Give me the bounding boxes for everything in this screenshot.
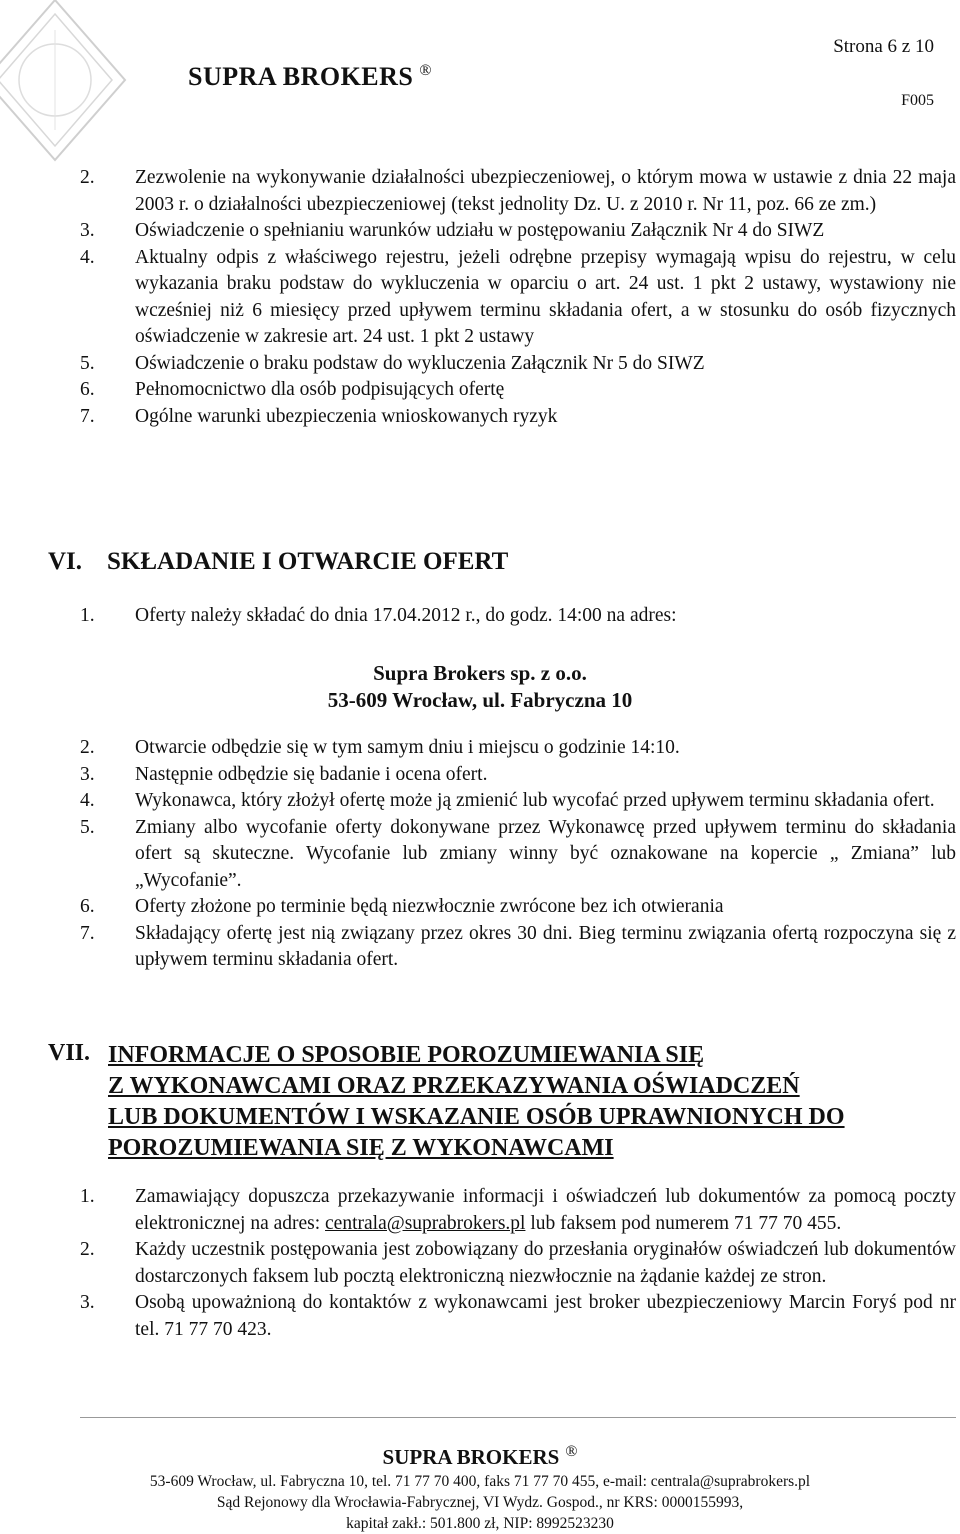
section-6-roman: VI.	[48, 548, 83, 575]
section-6-list	[80, 735, 956, 974]
section-6-heading	[48, 548, 509, 576]
footer-brand: SUPRA BROKERS ®	[382, 1443, 578, 1469]
list-item: 7. Ogólne warunki ubezpieczenia wnioskowanych ryzyk	[80, 405, 558, 427]
section-6-item-1	[80, 603, 956, 630]
required-documents-list	[80, 165, 956, 430]
footer	[0, 1438, 960, 1534]
list-item: 4. Aktualny odpis z właściwego rejestru, jeżeli odrębne przepisy wymagają wpisu do rejestru, w celu wykazania braku podstaw do wykluczenia w oparciu o art. 24 ust. 1 pkt 2 ustawy, wystawiony nie wcześniej niż 6 miesięcy przed upływem terminu składania ofert, a w stosunku do osób fizycznych oświadczenie w zakresie art. 24 ust. 1 pkt 2 ustawy	[80, 246, 956, 347]
list-item: 2. Otwarcie odbędzie się w tym samym dniu i miejscu o godzinie 14:10.	[80, 737, 680, 758]
section-6-title: SKŁADANIE I OTWARCIE OFERT	[107, 548, 509, 575]
supra-brokers-logo	[0, 0, 170, 190]
address-block	[0, 660, 960, 714]
footer-divider	[80, 1417, 956, 1418]
list-item: 5. Zmiany albo wycofanie oferty dokonywane przez Wykonawcę przed upływem terminu do składania ofert są skuteczne. Wycofanie lub zmiany winny być oznakowane na kopercie „ Zmiana” lub „Wycofanie”.	[80, 816, 956, 891]
page-number: Strona 6 z 10	[833, 36, 934, 57]
list-item: 3. Osobą upoważnioną do kontaktów z wykonawcami jest broker ubezpieczeniowy Marcin Foryś pod nr tel. 71 77 70 423.	[80, 1292, 956, 1340]
form-code: F005	[901, 92, 934, 109]
section-7-roman: VII.	[48, 1040, 91, 1066]
footer-court: Sąd Rejonowy dla Wrocławia-Fabrycznej, VI Wydz. Gospod., nr KRS: 0000155993,	[216, 1494, 744, 1511]
list-item: 3. Następnie odbędzie się badanie i ocena ofert.	[80, 763, 488, 785]
list-item: 6. Oferty złożone po terminie będą niezwłocznie zwrócone bez ich otwierania	[80, 896, 724, 917]
list-item: 4. Wykonawca, który złożył ofertę może ją zmienić lub wycofać przed upływem terminu składania ofert.	[80, 790, 935, 811]
section-7-list	[80, 1184, 956, 1343]
section-7-title: INFORMACJE O SPOSOBIE POROZUMIEWANIA SIĘ Z WYKONAWCAMI ORAZ PRZEKAZYWANIA OŚWIADCZEŃ LUB DOKUMENTÓW I WSKAZANIE OSÓB UPRAWNIONYCH DO POROZUMIEWANIA SIĘ Z WYKONAWCAMI	[108, 1042, 845, 1161]
list-item: 2. Każdy uczestnik postępowania jest zobowiązany do przesłania oryginałów oświadczeń lub dokumentów dostarczonych faksem lub pocztą elektroniczną niezwłocznie na żądanie każdej ze stron.	[80, 1239, 956, 1287]
registered-mark: ®	[419, 62, 433, 80]
list-item: 1. Zamawiający dopuszcza przekazywanie informacji i oświadczeń lub dokumentów za pomocą poczty elektronicznej na adres: centrala@suprabrokers.pl lub faksem pod numerem 71 77 70 455.	[80, 1186, 956, 1234]
list-item: 1. Oferty należy składać do dnia 17.04.2012 r., do godz. 14:00 na adres:	[80, 605, 677, 626]
address-street: 53-609 Wrocław, ul. Fabryczna 10	[327, 688, 633, 712]
list-item: 7. Składający ofertę jest nią związany przez okres 30 dni. Bieg terminu związania ofertą rozpoczyna się z upływem terminu składania ofert.	[80, 922, 956, 970]
list-item: 3. Oświadczenie o spełnianiu warunków udziału w postępowaniu Załącznik Nr 4 do SIWZ	[80, 220, 825, 241]
list-item: 2. Zezwolenie na wykonywanie działalności ubezpieczeniowej, o którym mowa w ustawie z dnia 22 maja 2003 r. o działalności ubezpieczeniowej (tekst jednolity Dz. U. z 2010 r. Nr 11, poz. 66 ze zm.)	[80, 167, 956, 215]
address-company: Supra Brokers sp. z o.o.	[373, 661, 587, 685]
list-item: 5. Oświadczenie o braku podstaw do wykluczenia Załącznik Nr 5 do SIWZ	[80, 352, 705, 374]
header-brand: SUPRA BROKERS ®	[188, 62, 433, 91]
footer-address: 53-609 Wrocław, ul. Fabryczna 10, tel. 71 77 70 400, faks 71 77 70 455, e-mail: centrala@suprabrokers.pl	[149, 1473, 811, 1490]
email-link[interactable]: centrala@suprabrokers.pl	[325, 1212, 526, 1234]
list-item: 6. Pełnomocnictwo dla osób podpisujących ofertę	[80, 379, 505, 400]
footer-capital: kapitał zakł.: 501.800 zł, NIP: 8992523230	[346, 1515, 614, 1532]
